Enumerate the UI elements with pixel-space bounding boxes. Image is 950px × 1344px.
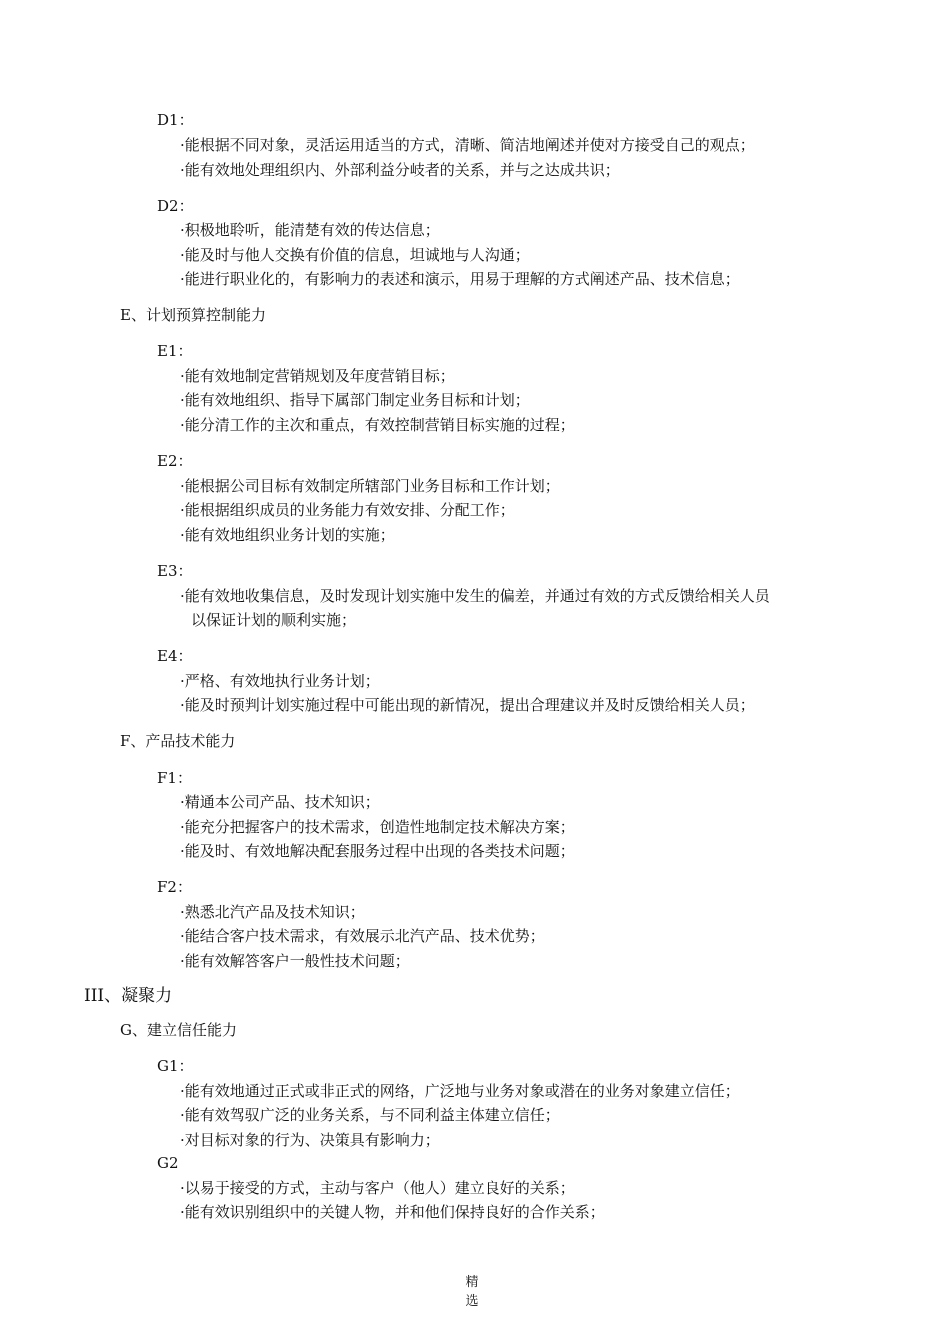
list-item: ·能充分把握客户的技术需求，创造性地制定技术解决方案； (180, 818, 575, 836)
d2-label: D2： (157, 197, 194, 215)
e4-label: E4： (157, 647, 193, 665)
g1-label: G1： (157, 1057, 194, 1075)
list-item: ·能有效地通过正式或非正式的网络，广泛地与业务对象或潜在的业务对象建立信任； (180, 1082, 740, 1100)
list-item: ·能及时预判计划实施过程中可能出现的新情况，提出合理建议并及时反馈给相关人员； (180, 696, 755, 714)
list-item: ·能及时、有效地解决配套服务过程中出现的各类技术问题； (180, 842, 575, 860)
section-f-title: F、产品技术能力 (120, 732, 236, 750)
list-item: ·能有效驾驭广泛的业务关系，与不同利益主体建立信任； (180, 1106, 560, 1124)
list-item: ·能根据组织成员的业务能力有效安排、分配工作； (180, 501, 515, 519)
list-item: ·能有效解答客户一般性技术问题； (180, 952, 410, 970)
e1-label: E1： (157, 342, 193, 360)
list-item: ·积极地聆听，能清楚有效的传达信息； (180, 221, 440, 239)
section-g-title: G、建立信任能力 (120, 1021, 237, 1039)
list-item: ·能有效识别组织中的关键人物，并和他们保持良好的合作关系； (180, 1203, 605, 1221)
f2-label: F2： (157, 878, 192, 896)
list-item: ·能有效地组织业务计划的实施； (180, 526, 395, 544)
list-item: ·对目标对象的行为、决策具有影响力； (180, 1131, 440, 1149)
e3-label: E3： (157, 562, 193, 580)
f1-label: F1： (157, 769, 192, 787)
list-item: ·能有效地制定营销规划及年度营销目标； (180, 367, 455, 385)
list-item: ·精通本公司产品、技术知识； (180, 793, 380, 811)
list-item: ·能根据不同对象，灵活运用适当的方式，清晰、简洁地阐述并使对方接受自己的观点； (180, 136, 755, 154)
d1-label: D1： (157, 111, 194, 129)
list-item: ·以易于接受的方式，主动与客户（他人）建立良好的关系； (180, 1179, 575, 1197)
list-item-continuation: 以保证计划的顺利实施； (191, 611, 357, 629)
e2-label: E2： (157, 452, 193, 470)
g2-label: G2 (157, 1154, 179, 1172)
footer-mark-line2: 选 (465, 1294, 479, 1309)
list-item: ·能有效地收集信息，及时发现计划实施中发生的偏差，并通过有效的方式反馈给相关人员 (180, 587, 770, 605)
footer-mark-line1: 精 (465, 1275, 479, 1290)
list-item: ·能及时与他人交换有价值的信息，坦诚地与人沟通； (180, 246, 530, 264)
list-item: ·能结合客户技术需求，有效展示北汽产品、技术优势； (180, 927, 545, 945)
list-item: ·能进行职业化的，有影响力的表述和演示，用易于理解的方式阐述产品、技术信息； (180, 270, 740, 288)
list-item: ·能有效地组织、指导下属部门制定业务目标和计划； (180, 391, 530, 409)
list-item: ·能分清工作的主次和重点，有效控制营销目标实施的过程； (180, 416, 575, 434)
list-item: ·能根据公司目标有效制定所辖部门业务目标和工作计划； (180, 477, 560, 495)
list-item: ·熟悉北汽产品及技术知识； (180, 903, 365, 921)
list-item: ·严格、有效地执行业务计划； (180, 672, 380, 690)
section-e-title: E、计划预算控制能力 (120, 306, 266, 324)
list-item: ·能有效地处理组织内、外部利益分岐者的关系，并与之达成共识； (180, 161, 620, 179)
major-section-iii-title: III、凝聚力 (84, 986, 173, 1006)
